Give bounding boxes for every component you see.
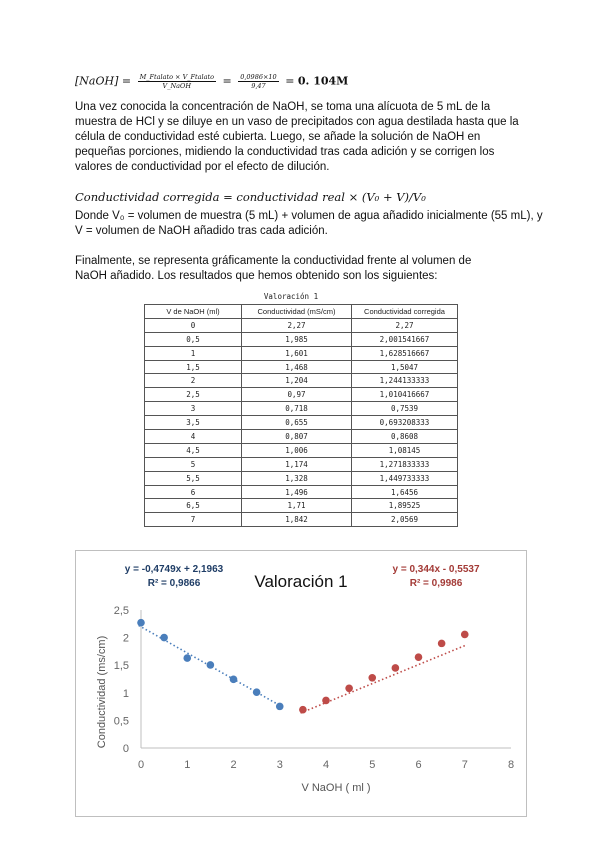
data-point-descending xyxy=(207,661,215,669)
table-cell: 1,496 xyxy=(242,485,352,499)
table-row xyxy=(145,513,458,527)
table-cell: 1,174 xyxy=(242,457,352,471)
table-cell: 0,97 xyxy=(242,388,352,402)
naoh-formula: [NaOH] = $\frac{\text{M\_Ftalato × V\_Ftalato}}{\text{V\_NaOH}}$ = $\frac{0,0986\times 10}{9,47}$ = 0. 104M xyxy=(75,73,349,90)
x-tick-label: 5 xyxy=(369,759,376,771)
table-cell: 0,655 xyxy=(242,416,352,430)
y-tick-label: 0,5 xyxy=(113,715,129,728)
table-cell: 6,5 xyxy=(145,499,242,513)
data-point-descending xyxy=(230,676,238,684)
table-cell: 0,7539 xyxy=(352,402,458,416)
data-point-ascending xyxy=(299,706,307,714)
table-title: Valoración 1 xyxy=(263,292,319,301)
paragraph-definitions-2: V = volumen de NaOH añadido tras cada adición. xyxy=(75,225,328,237)
naoh-formula-lhs: [NaOH] xyxy=(75,74,119,88)
trend-eq-descending: y = -0,4749x + 2,1963 xyxy=(124,564,224,575)
table-cell: 4,5 xyxy=(145,443,242,457)
table-row xyxy=(145,471,458,485)
table-row xyxy=(145,332,458,346)
table-cell: 2 xyxy=(145,374,242,388)
table-cell: 1,08145 xyxy=(352,443,458,457)
table-cell: 0,807 xyxy=(242,430,352,444)
y-tick-label: 0 xyxy=(122,743,129,755)
table-cell: 5 xyxy=(145,457,242,471)
table-cell: 2,5 xyxy=(145,388,242,402)
trend-eq-ascending: y = 0,344x - 0,5537 xyxy=(392,564,480,575)
table-row xyxy=(145,346,458,360)
table-row xyxy=(145,416,458,430)
paragraph-definitions-1: Donde V₀ = volumen de muestra (5 mL) + volumen de agua añadido inicialmente (55 mL), y xyxy=(75,210,543,222)
table-row xyxy=(145,443,458,457)
trend-r2-ascending: R² = 0,9986 xyxy=(409,578,463,589)
data-point-ascending xyxy=(322,697,330,705)
table-cell: 1,468 xyxy=(242,360,352,374)
table-row xyxy=(145,402,458,416)
table-row xyxy=(145,430,458,444)
table-cell: 1,5 xyxy=(145,360,242,374)
data-point-descending xyxy=(183,654,191,662)
x-tick-label: 4 xyxy=(322,759,330,771)
data-point-ascending xyxy=(461,631,469,639)
table-row xyxy=(145,499,458,513)
table-cell: 1,71 xyxy=(242,499,352,513)
x-tick-label: 7 xyxy=(461,759,468,771)
x-tick-label: 3 xyxy=(276,759,283,771)
x-tick-label: 1 xyxy=(184,759,191,771)
table-cell: 1,244133333 xyxy=(352,374,458,388)
trend-r2-descending: R² = 0,9866 xyxy=(147,578,201,589)
table-cell: 6 xyxy=(145,485,242,499)
data-point-descending xyxy=(276,703,284,711)
table-cell: 3,5 xyxy=(145,416,242,430)
table-cell: 1,89525 xyxy=(352,499,458,513)
y-axis-label: Conductividad (ms/cm) xyxy=(96,635,108,749)
table-cell: 2,0569 xyxy=(352,513,458,527)
x-axis-label: V NaOH ( ml ) xyxy=(301,782,371,794)
corrected-conductivity-formula: Conductividad corregida = conductividad real × (V₀ + V)/V₀ xyxy=(75,190,426,204)
y-tick-label: 1,5 xyxy=(113,660,129,673)
table-cell: 0,5 xyxy=(145,332,242,346)
table-cell: 0,693208333 xyxy=(352,416,458,430)
x-tick-label: 2 xyxy=(230,759,237,771)
naoh-formula-result: 0. 104M xyxy=(297,74,349,88)
table-cell: 1,6456 xyxy=(352,485,458,499)
table-row xyxy=(145,374,458,388)
conductivity-chart xyxy=(76,551,526,816)
x-tick-label: 6 xyxy=(415,759,422,771)
paragraph-results-intro: Finalmente, se representa gráficamente la conductividad frente al volumen de NaOH añadido. Los resultados que hemos obtenido son los siguientes: xyxy=(75,255,472,282)
y-tick-label: 1 xyxy=(122,687,129,700)
table-cell: 1,271833333 xyxy=(352,457,458,471)
table-cell: 5,5 xyxy=(145,471,242,485)
table-cell: 1,5047 xyxy=(352,360,458,374)
table-row xyxy=(145,485,458,499)
data-point-ascending xyxy=(415,653,423,661)
table-cell: 1 xyxy=(145,346,242,360)
table-header-row xyxy=(145,305,458,319)
table-cell: 2,27 xyxy=(242,318,352,332)
data-point-ascending xyxy=(368,674,376,682)
naoh-formula-den: V_NaOH xyxy=(162,82,192,90)
table-cell: 1,628516667 xyxy=(352,346,458,360)
x-tick-label: 8 xyxy=(507,759,515,771)
table-cell: 0,718 xyxy=(242,402,352,416)
data-point-descending xyxy=(160,634,168,642)
table-cell: 1,328 xyxy=(242,471,352,485)
table-cell: 1,842 xyxy=(242,513,352,527)
table-row xyxy=(145,457,458,471)
data-point-descending xyxy=(253,688,261,696)
table-cell: 1,006 xyxy=(242,443,352,457)
table-cell: 7 xyxy=(145,513,242,527)
table-cell: 0,8608 xyxy=(352,430,458,444)
data-point-ascending xyxy=(392,664,400,672)
table-cell: 1,010416667 xyxy=(352,388,458,402)
table-row xyxy=(145,360,458,374)
table-cell: 1,449733333 xyxy=(352,471,458,485)
chart-title: Valoración 1 xyxy=(254,572,348,591)
x-tick-label: 0 xyxy=(137,759,145,771)
naoh-formula-num: M_Ftalato × V_Ftalato xyxy=(139,73,214,81)
table-cell: 1,204 xyxy=(242,374,352,388)
naoh-formula-den2: 9,47 xyxy=(251,82,266,90)
table-cell: 3 xyxy=(145,402,242,416)
table-header-cell: Conductividad corregida xyxy=(352,305,458,319)
table-cell: 2,001541667 xyxy=(352,332,458,346)
table-cell: 4 xyxy=(145,430,242,444)
y-tick-label: 2 xyxy=(122,632,129,645)
table-cell: 1,601 xyxy=(242,346,352,360)
chart-container xyxy=(75,550,527,817)
table-row xyxy=(145,318,458,332)
table-header-cell: V de NaOH (ml) xyxy=(145,305,242,319)
data-table xyxy=(144,304,458,527)
table-cell: 1,985 xyxy=(242,332,352,346)
table-cell: 2,27 xyxy=(352,318,458,332)
table-cell: 0 xyxy=(145,318,242,332)
data-point-descending xyxy=(137,619,145,627)
data-point-ascending xyxy=(345,685,353,693)
naoh-formula-num2: 0,0986×10 xyxy=(240,73,277,81)
paragraph-procedure: Una vez conocida la concentración de NaOH, se toma una alícuota de 5 mL de la muestra de HCl y se diluye en un vaso de precipitados con agua destilada hasta que la célula de conductividad esté cubierta. Luego, se añade la solución de NaOH en pequeñas porciones, midiendo la conductividad tras cada adición y se corrigen los valores de conductividad por el efecto de dilución. xyxy=(75,101,519,173)
data-point-ascending xyxy=(438,640,446,648)
table-row xyxy=(145,388,458,402)
table-header-cell: Conductividad (mS/cm) xyxy=(242,305,352,319)
y-tick-label: 2,5 xyxy=(113,605,129,617)
